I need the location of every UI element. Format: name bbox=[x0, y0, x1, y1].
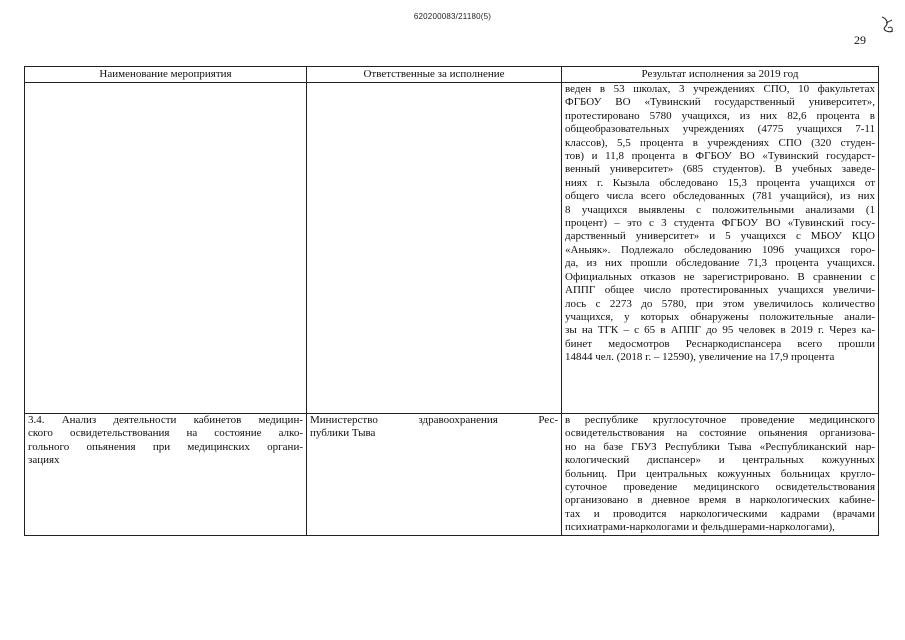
table-row bbox=[25, 83, 879, 414]
text-line: общеобразовательных учреждениях (4775 учащихся 7-11 bbox=[565, 123, 875, 136]
text-line: суточное проведение медицинского освидетельствования bbox=[565, 481, 875, 494]
text-line: организовано в дневное время в наркологических кабине- bbox=[565, 494, 875, 507]
text-line: ФГБОУ ВО «Тувинский государственный университет», bbox=[565, 96, 875, 109]
text-line: тах и проводится наркологическими кадрами (врачами bbox=[565, 507, 875, 520]
text-line: гольного опьянения при медицинских органи- bbox=[28, 440, 303, 453]
column-header-result: Результат исполнения за 2019 год bbox=[562, 67, 879, 83]
text-line: АППГ общее число протестированных учащихся увеличи- bbox=[565, 284, 875, 297]
text-line: Официальных отказов не зарегистрировано. В сравнении с bbox=[565, 270, 875, 283]
event-cell bbox=[25, 414, 307, 536]
text-line: зы на ТГК – с 65 в АППГ до 95 человек в 2019 г. Через ка- bbox=[565, 324, 875, 337]
text-line: 3.4. Анализ деятельности кабинетов медицин- bbox=[28, 414, 303, 426]
text-line: освидетельствования на состояние опьянения организова- bbox=[565, 427, 875, 440]
text-line: «Аныяк». Подлежало обследованию 1096 учащихся горо- bbox=[565, 243, 875, 256]
text-line: учащихся, у которых обнаружены положительные анали- bbox=[565, 310, 875, 323]
text-line: бинет медосмотров Реснаркодиспансера всего прошли bbox=[565, 337, 875, 350]
document-id: 620200083/21180(5) bbox=[413, 12, 492, 21]
text-line: Министерство здравоохранения Рес- bbox=[310, 414, 558, 426]
text-line: венный университет» (685 студентов). В учебных заведе- bbox=[565, 163, 875, 176]
text-line: кологический диспансер» и центральных кожуунных bbox=[565, 454, 875, 467]
text-line: процент) – это с 3 студента ФГБОУ ВО «Тувинский госу- bbox=[565, 217, 875, 230]
responsible-cell bbox=[307, 414, 562, 536]
table-row bbox=[25, 414, 879, 536]
text-line: ниях г. Кызыла обследовано 15,3 процента учащихся от bbox=[565, 176, 875, 189]
text-line: больниц. При центральных кожуунных больницах кругло- bbox=[565, 467, 875, 480]
text-line: 8 учащихся выявлены с положительными анализами (1 bbox=[565, 203, 875, 216]
text-line: 14844 чел. (2018 г. – 12590), увеличение на 17,9 процента bbox=[565, 351, 835, 364]
text-line: зациях bbox=[28, 454, 60, 467]
handwritten-mark-icon bbox=[879, 14, 897, 36]
page-number: 29 bbox=[854, 33, 866, 47]
text-line: публики Тыва bbox=[310, 427, 376, 440]
text-line: психиатрами-наркологами и фельдшерами-наркологами), bbox=[565, 521, 835, 534]
text-line: протестировано 5780 учащихся, из них 82,6 процента в bbox=[565, 109, 875, 122]
text-line: классов), 5,5 процента в учреждениях СПО (320 студен- bbox=[565, 136, 875, 149]
text-line: но на базе ГБУЗ Республики Тыва «Республиканский нар- bbox=[565, 440, 875, 453]
event-cell bbox=[25, 83, 307, 414]
text-line: да, из них прошли обследование 71,3 процента учащихся. bbox=[565, 257, 875, 270]
text-line: ского освидетельствования на состояние алко- bbox=[28, 427, 303, 440]
column-header-event: Наименование мероприятия bbox=[25, 67, 307, 83]
text-line: лось с 2273 до 5780, при этом увеличилось количество bbox=[565, 297, 875, 310]
responsible-cell bbox=[307, 83, 562, 414]
text-line: тов) и 11,8 процента в ФГБОУ ВО «Тувинский государст- bbox=[565, 150, 875, 163]
text-line: в республике круглосуточное проведение медицинского bbox=[565, 414, 875, 426]
results-table bbox=[24, 66, 879, 536]
table-header-row bbox=[25, 67, 879, 83]
text-line: веден в 53 школах, 3 учреждениях СПО, 10 факультетах bbox=[565, 83, 875, 95]
result-cell bbox=[562, 414, 879, 536]
result-cell bbox=[562, 83, 879, 414]
text-line: дарственный университет» и 5 учащихся с МБОУ КЦО bbox=[565, 230, 875, 243]
text-line: общего числа всего обследованных (781 учащийся), из них bbox=[565, 190, 875, 203]
column-header-responsible: Ответственные за исполнение bbox=[307, 67, 562, 83]
